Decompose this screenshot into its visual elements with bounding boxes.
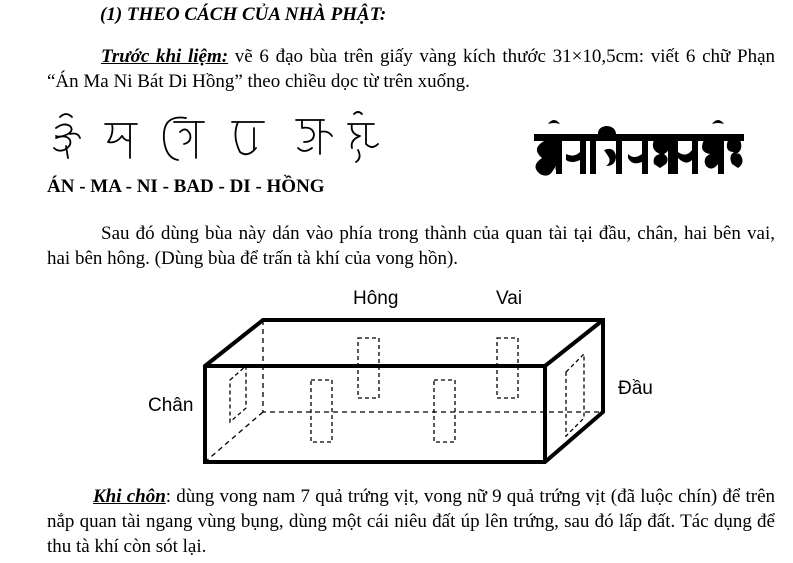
talisman-shoulder-front (434, 380, 455, 442)
siddham-bad-glyph (232, 122, 264, 154)
mantra-transliteration: ÁN - MA - NI - BAD - DI - HỒNG (47, 176, 325, 197)
siddham-om-glyph (54, 114, 80, 158)
before-burial-text: vẽ 6 đạo bùa trên giấy vàng kích thước 31×10,5cm: viết 6 chữ Phạn “Án Ma Ni Bát Di Hồng” theo chiều dọc từ trên xuống. (47, 46, 776, 92)
talisman-marks (230, 338, 584, 442)
talisman-hip-front (311, 380, 332, 442)
siddham-di-glyph (296, 120, 332, 154)
label-shoulder: Vai (496, 288, 523, 309)
burial-lead: Khi chôn (93, 486, 166, 507)
label-head: Đầu (618, 378, 653, 399)
siddham-hum-glyph (348, 112, 378, 162)
devanagari-mantra-image (534, 120, 744, 176)
burial-paragraph (47, 484, 775, 559)
coffin-solid-edges (205, 320, 603, 462)
placement-paragraph: Sau đó dùng bùa này dán vào phía trong thành của quan tài tại đầu, chân, hai bên vai, hai bên hông. (Dùng bùa để trấn tà khí của vong hồn). (47, 223, 775, 269)
label-feet: Chân (148, 395, 194, 416)
section-heading: (1) THEO CÁCH CỦA NHÀ PHẬT: (100, 4, 387, 25)
before-burial-lead: Trước khi liệm: (101, 46, 229, 67)
burial-text: : dùng vong nam 7 quả trứng vịt, vong nữ 9 quả trứng vịt (đã luộc chín) để trên nắp quan tài ngang vùng bụng, dùng một cái niêu đất úp lên trứng, sau đó lấp đất. Tác dụng để thu tà khí còn sót lại. (47, 486, 775, 557)
siddham-ni-glyph (164, 117, 204, 160)
siddham-ma-glyph (105, 124, 137, 158)
label-hip: Hông (353, 288, 399, 309)
talisman-feet (230, 366, 246, 422)
coffin-diagram (205, 320, 603, 462)
siddham-glyphs (54, 112, 378, 162)
talisman-head (566, 354, 584, 436)
